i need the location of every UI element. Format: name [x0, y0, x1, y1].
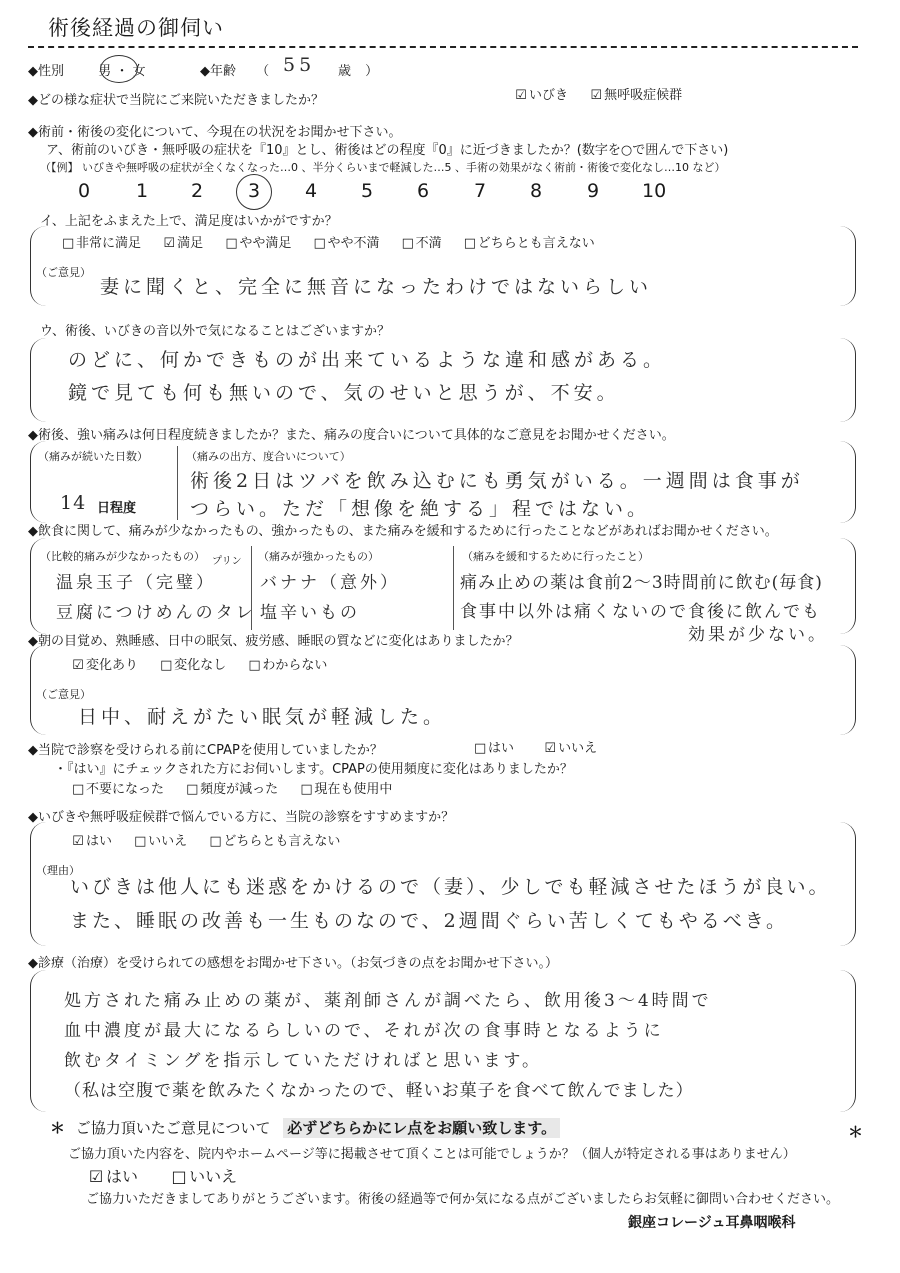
page-title: 術後経過の御伺い	[48, 16, 224, 40]
checkbox-icon: □	[186, 782, 199, 797]
food-less-line-1[interactable]: 温泉玉子（完璧）	[56, 573, 216, 593]
food-divider-2	[453, 546, 454, 630]
consent-yes[interactable]: ☑ はい	[88, 1167, 139, 1186]
age-row	[200, 60, 269, 79]
impression-line-4[interactable]: （私は空腹で薬を飲みたくなかったので、軽いお菓子を食べて飲んでました）	[64, 1081, 694, 1101]
scale-1[interactable]: 1	[136, 180, 149, 202]
sleep-question: ◆朝の目覚め、熟睡感、日中の眠気、疲労感、睡眠の質などに変化はありましたか？	[28, 634, 519, 649]
clinic-name: 銀座コレージュ耳鼻咽喉科	[628, 1215, 796, 1231]
recommend-neutral[interactable]: □ どちらとも言えない	[209, 834, 341, 849]
scale-3[interactable]: 3	[248, 180, 261, 202]
food-less-line-2[interactable]: 豆腐につけめんのタレ	[56, 603, 256, 623]
satisfaction-question: イ、上記をふまえた上で、満足度はいかがですか？	[40, 214, 338, 229]
impression-line-3[interactable]: 飲むタイミングを指示していただければと思います。	[64, 1051, 542, 1071]
cpap-options	[474, 737, 615, 756]
satisfaction-options	[62, 232, 613, 251]
food-question: ◆飲食に関して、痛みが少なかったもの、強かったもの、また痛みを緩和するために行ったことなどがあればお聞かせください。	[28, 524, 778, 539]
checkbox-icon: □	[248, 658, 261, 673]
sex-female[interactable]: 女	[132, 64, 146, 79]
checkbox-icon: □	[72, 782, 85, 797]
pain-days-unit: 日程度	[97, 501, 137, 516]
recommend-question: ◆いびきや無呼吸症候群で悩んでいる方に、当院の診察をすすめますか？	[28, 810, 455, 825]
checkbox-icon: □	[463, 236, 477, 251]
food-more-line-1[interactable]: バナナ（意外）	[260, 573, 400, 593]
checkbox-icon: □	[134, 834, 147, 849]
recommend-reason-line-2[interactable]: また、睡眠の改善も一生ものなので、2週間ぐらい苦しくてもやるべき。	[70, 910, 788, 932]
pain-days-label: （痛みが続いた日数）	[38, 450, 148, 463]
checkbox-icon: □	[160, 658, 173, 673]
checkbox-checked-icon: ☑	[544, 741, 556, 756]
pain-days-value[interactable]: 14	[60, 492, 87, 514]
cpap-still-using[interactable]: □ 現在も使用中	[300, 782, 393, 797]
scale-5[interactable]: 5	[361, 180, 374, 202]
satisfaction-very-satisfied[interactable]: □ 非常に満足	[62, 236, 142, 251]
cpap-reduced[interactable]: □ 頻度が減った	[186, 782, 279, 797]
checkbox-checked-icon: ☑	[515, 88, 527, 103]
impression-question: ◆診療（治療）を受けられての感想をお聞かせ下さい。（お気づきの点をお聞かせ下さい。）	[28, 956, 558, 971]
title-divider	[28, 46, 858, 48]
cpap-no-longer-needed[interactable]: □ 不要になった	[72, 782, 165, 797]
scale-10[interactable]: 10	[642, 180, 667, 202]
change-subquestion: ア、術前のいびき・無呼吸の症状を『10』とし、術後はどの程度『0』に近づきましたか？(数字を○で囲んで下さい)	[46, 143, 729, 158]
checkbox-checked-icon: ☑	[163, 236, 175, 251]
recommend-yes[interactable]: ☑ はい	[72, 834, 113, 849]
consent-star: ＊	[50, 1119, 66, 1137]
age-unit-row	[338, 60, 378, 79]
scale-0[interactable]: 0	[78, 180, 91, 202]
scale-6[interactable]: 6	[417, 180, 430, 202]
age-close: ）	[365, 64, 379, 79]
checkbox-icon: □	[171, 1167, 187, 1186]
symptom-snoring[interactable]: ☑ いびき	[515, 88, 569, 103]
age-unit: 歳	[338, 64, 352, 79]
recommend-reason-line-1[interactable]: いびきは他人にも迷惑をかけるので（妻）、少しでも軽減させたほうが良い。	[70, 876, 831, 898]
checkbox-icon: □	[62, 236, 75, 251]
food-relief-line-2[interactable]: 食事中以外は痛くないので食後に飲んでも	[460, 602, 821, 622]
pain-divider	[177, 446, 178, 520]
food-less-note[interactable]: プリン	[212, 556, 242, 567]
consent-emphasis: 必ずどちらかにレ点をお願い致します。	[283, 1118, 560, 1138]
impression-line-2[interactable]: 血中濃度が最大になるらしいので、それが次の食事時となるように	[64, 1021, 664, 1041]
scale-9[interactable]: 9	[587, 180, 600, 202]
sex-separator: ・	[115, 64, 129, 79]
other-answer-line-2[interactable]: 鏡で見ても何も無いので、気のせいと思うが、不安。	[68, 382, 620, 404]
checkbox-checked-icon: ☑	[72, 834, 84, 849]
satisfaction-somewhat-satisfied[interactable]: □ やや満足	[225, 236, 292, 251]
satisfaction-dissatisfied[interactable]: □ 不満	[401, 236, 442, 251]
scale-selected-circle	[236, 174, 272, 210]
sleep-changed[interactable]: ☑ 変化あり	[72, 658, 139, 673]
sleep-unknown[interactable]: □ わからない	[248, 658, 328, 673]
consent-heading-text: ご協力頂いたご意見について	[75, 1119, 271, 1137]
checkbox-checked-icon: ☑	[88, 1167, 104, 1186]
impression-line-1[interactable]: 処方された痛み止めの薬が、薬剤師さんが調べたら、飲用後3～4時間で	[64, 991, 712, 1011]
checkbox-checked-icon: ☑	[590, 88, 602, 103]
pain-detail-line-1[interactable]: 術後2日はツバを飲み込むにも勇気がいる。一週間は食事が	[190, 470, 804, 492]
cpap-yes[interactable]: □ はい	[474, 741, 515, 756]
cpap-no[interactable]: ☑ いいえ	[544, 741, 598, 756]
checkbox-icon: □	[209, 834, 222, 849]
recommend-no[interactable]: □ いいえ	[134, 834, 188, 849]
food-more-label: （痛みが強かったもの）	[258, 550, 379, 563]
checkbox-checked-icon: ☑	[72, 658, 84, 673]
change-question: ◆術前・術後の変化について、今現在の状況をお聞かせ下さい。	[28, 125, 402, 140]
food-relief-line-3[interactable]: 効果が少ない。	[688, 625, 828, 645]
scale-7[interactable]: 7	[474, 180, 487, 202]
sleep-opinion[interactable]: 日中、耐えがたい眠気が軽減した。	[78, 706, 447, 728]
sex-label: ◆性別	[28, 64, 64, 79]
pain-question: ◆術後、強い痛みは何日程度続きましたか？また、痛みの度合いについて具体的なご意見をお聞かせください。	[28, 428, 675, 443]
satisfaction-satisfied[interactable]: ☑ 満足	[163, 236, 204, 251]
symptoms-options	[515, 84, 700, 103]
recommend-options	[72, 830, 358, 849]
pain-detail-line-2[interactable]: つらい。ただ「想像を絶する」程ではない。	[190, 498, 651, 520]
sleep-unchanged[interactable]: □ 変化なし	[160, 658, 227, 673]
cpap-followup-options	[72, 778, 410, 797]
consent-question: ご協力頂いた内容を、院内やホームページ等に掲載させて頂くことは可能でしょうか？（個人が特定される事はありません）	[68, 1147, 796, 1162]
checkbox-icon: □	[474, 741, 487, 756]
food-relief-label: （痛みを緩和するために行ったこと）	[462, 550, 649, 563]
food-less-label: （比較的痛みが少なかったもの）	[40, 550, 205, 563]
sleep-options	[72, 654, 345, 673]
satisfaction-somewhat-dissatisfied[interactable]: □ やや不満	[313, 236, 380, 251]
food-relief-line-1[interactable]: 痛み止めの薬は食前2～3時間前に飲む(毎食)	[460, 573, 823, 593]
consent-thanks: ご協力いただきましてありがとうございます。術後の経過等で何か気になる点がございましたらお気軽に御問い合わせください。	[86, 1192, 839, 1207]
symptom-apnea[interactable]: ☑ 無呼吸症候群	[590, 88, 683, 103]
other-question: ウ、術後、いびきの音以外で気になることはございますか？	[40, 324, 390, 339]
cpap-question: ◆当院で診察を受けられる前にCPAPを使用していましたか？	[28, 743, 383, 758]
scale-8[interactable]: 8	[530, 180, 543, 202]
food-divider-1	[251, 546, 252, 630]
sleep-opinion-label: （ご意見）	[36, 688, 91, 701]
scale-2[interactable]: 2	[191, 180, 204, 202]
change-example: （【例】 いびきや無呼吸の症状が全くなくなった…0 、半分くらいまで軽減した…5 、手術の効果がなく術前・術後で変化なし…10 など）	[40, 161, 726, 174]
pain-detail-label: （痛みの出方、度合いについて）	[186, 450, 351, 463]
consent-no[interactable]: □ いいえ	[171, 1167, 238, 1186]
satisfaction-neutral[interactable]: □ どちらとも言えない	[463, 236, 595, 251]
food-more-line-2[interactable]: 塩辛いもの	[260, 603, 360, 623]
checkbox-icon: □	[225, 236, 238, 251]
age-value[interactable]: 55	[283, 54, 316, 76]
consent-heading	[50, 1117, 560, 1138]
checkbox-icon: □	[313, 236, 326, 251]
checkbox-icon: □	[401, 236, 414, 251]
satisfaction-opinion-label: （ご意見）	[36, 266, 91, 279]
sex-male[interactable]: 男	[98, 64, 112, 79]
recommend-reason-label: （理由）	[36, 864, 80, 877]
checkbox-icon: □	[300, 782, 313, 797]
other-answer-line-1[interactable]: のどに、何かできものが出来ているような違和感がある。	[68, 349, 667, 371]
satisfaction-opinion[interactable]: 妻に聞くと、完全に無音になったわけではないらしい	[100, 276, 653, 298]
age-open: （	[256, 64, 270, 79]
symptoms-question: ◆どの様な症状で当院にご来院いただきましたか？	[28, 93, 324, 108]
cpap-followup: ・『はい』にチェックされた方にお伺いします。CPAPの使用頻度に変化はありましたか？	[54, 762, 573, 777]
consent-options	[88, 1164, 255, 1187]
sex-male-circle	[100, 55, 138, 83]
scale-4[interactable]: 4	[305, 180, 318, 202]
age-label: ◆年齢	[200, 64, 236, 79]
consent-star-right: ＊	[848, 1123, 864, 1141]
